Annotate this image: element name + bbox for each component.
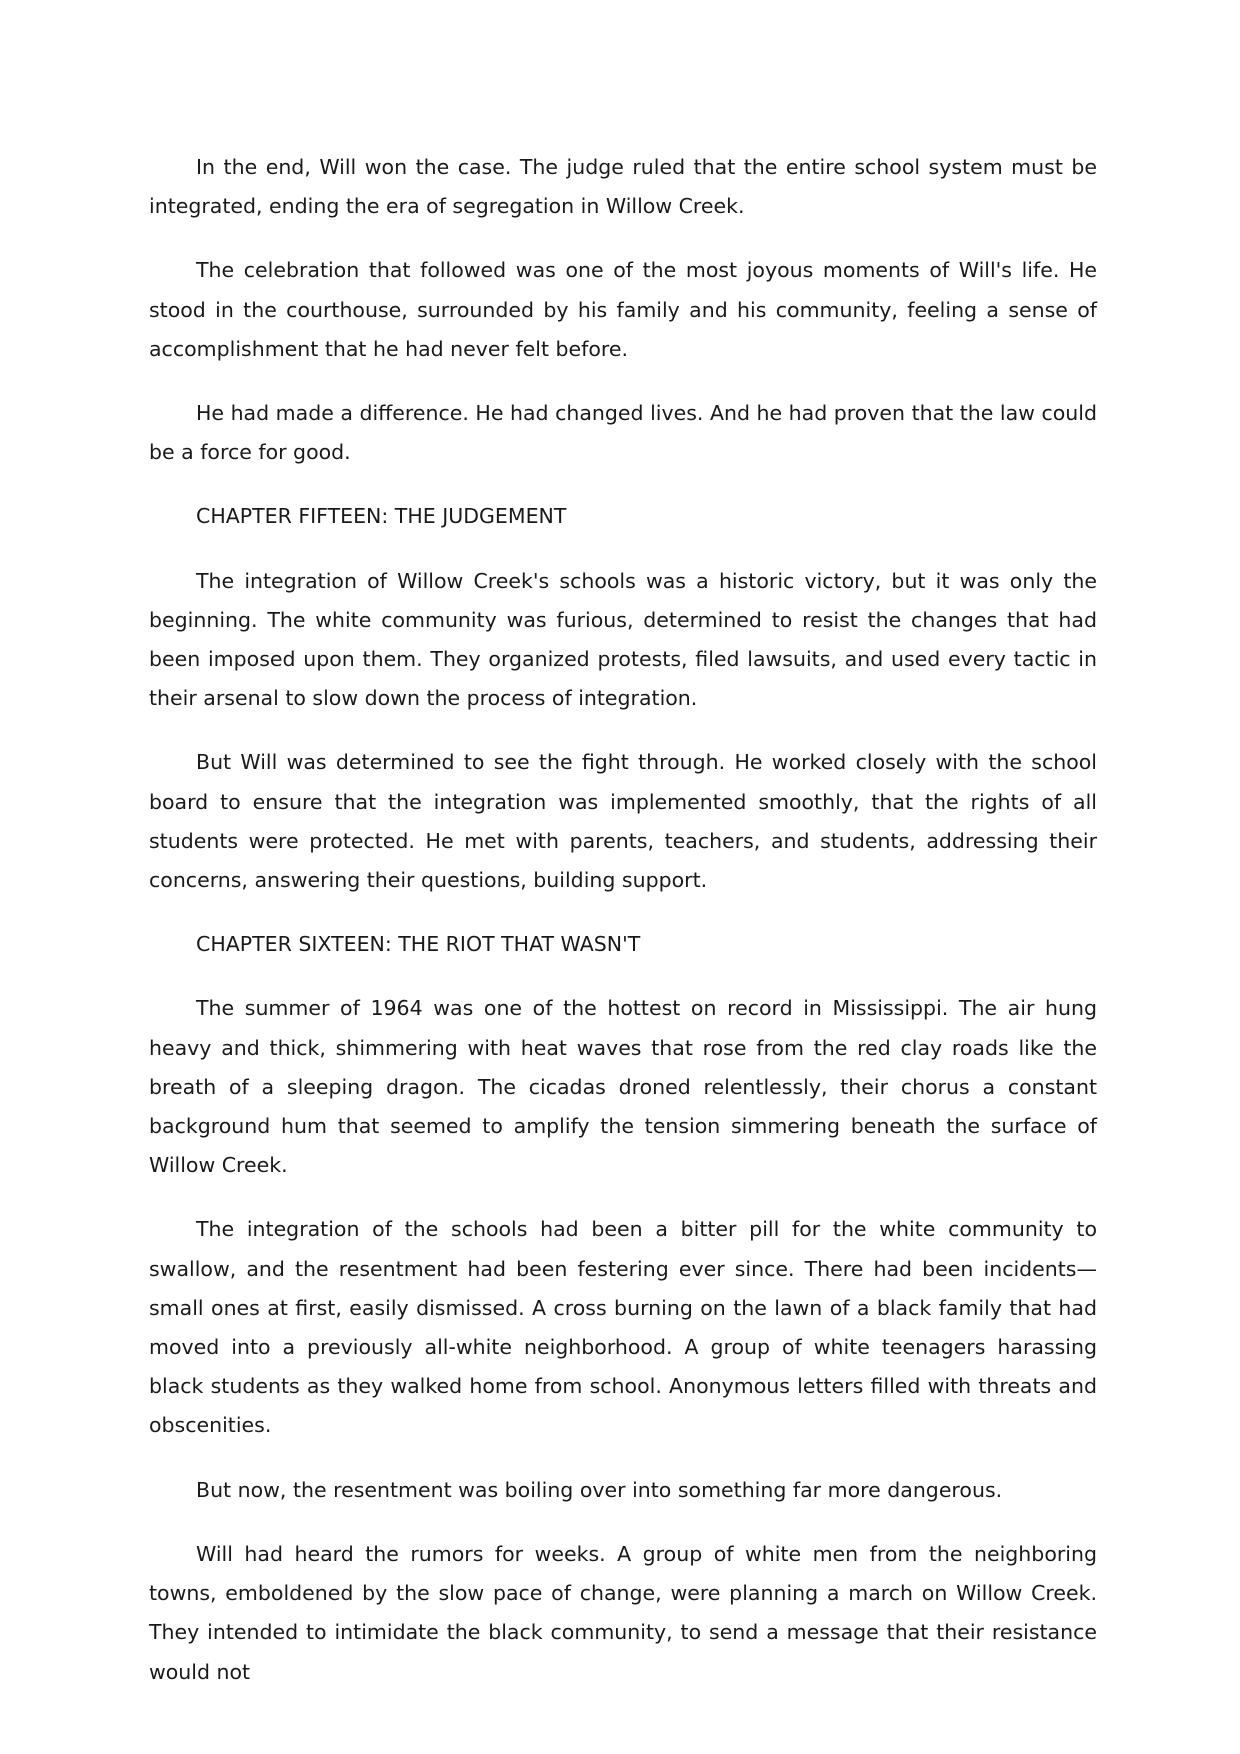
paragraph: In the end, Will won the case. The judge ruled that the entire school system must be integrated, ending the era of segregation in Willow Creek. <box>149 155 1097 219</box>
chapter-heading: CHAPTER FIFTEEN: THE JUDGEMENT <box>196 504 567 529</box>
chapter-heading: CHAPTER SIXTEEN: THE RIOT THAT WASN'T <box>196 932 641 957</box>
paragraph: The integration of Willow Creek's schools was a historic victory, but it was only the beginning. The white community was furious, determined to resist the changes that had been imposed upon them. They organized protests, filed lawsuits, and used every tactic in their arsenal to slow down the process of integration. <box>149 568 1097 711</box>
paragraph: The summer of 1964 was one of the hottest on record in Mississippi. The air hung heavy and thick, shimmering with heat waves that rose from the red clay roads like the breath of a sleeping dragon. The cicadas droned relentlessly, their chorus a constant background hum that seemed to amplify the tension simmering beneath the surface of Willow Creek. <box>149 996 1097 1178</box>
paragraph: The integration of the schools had been a bitter pill for the white community to swallow, and the resentment had been festering ever since. There had been incidents—small ones at first, easily dismissed. A cross burning on the lawn of a black family that had moved into a previously all-white neighborhood. A group of white teenagers harassing black students as they walked home from school. Anonymous letters filled with threats and obscenities. <box>149 1217 1097 1438</box>
paragraph: But now, the resentment was boiling over into something far more dangerous. <box>196 1477 1003 1502</box>
document-body <box>149 148 1097 1717</box>
paragraph: The celebration that followed was one of the most joyous moments of Will's life. He stood in the courthouse, surrounded by his family and his community, feeling a sense of accomplishment that he had never felt before. <box>149 258 1097 361</box>
paragraph: Will had heard the rumors for weeks. A group of white men from the neighboring towns, emboldened by the slow pace of change, were planning a march on Willow Creek. They intended to intimidate the black community, to send a message that their resistance would not <box>149 1541 1097 1684</box>
paragraph: He had made a difference. He had changed lives. And he had proven that the law could be a force for good. <box>149 401 1097 465</box>
paragraph: But Will was determined to see the fight through. He worked closely with the school board to ensure that the integration was implemented smoothly, that the rights of all students were protected. He met with parents, teachers, and students, addressing their concerns, answering their questions, building support. <box>149 750 1097 893</box>
